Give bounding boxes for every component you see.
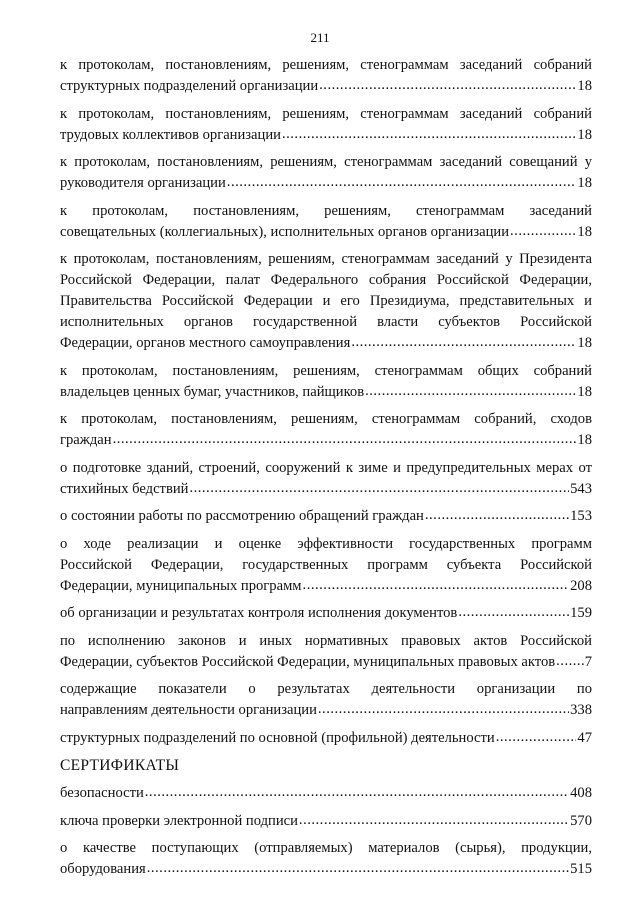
index-entry bbox=[60, 201, 592, 243]
entry-leader-line bbox=[60, 506, 592, 527]
entry-leader-line bbox=[60, 576, 592, 597]
entry-text: совещательных (коллегиальных), исполнительных органов организации bbox=[60, 223, 510, 240]
dot-leader bbox=[318, 699, 569, 714]
dot-leader bbox=[113, 429, 577, 444]
page-reference: 18 bbox=[577, 126, 592, 143]
entry-line: к протоколам, постановлениям, решениям, стенограммам заседаний собраний bbox=[60, 57, 592, 73]
dot-leader bbox=[365, 381, 576, 396]
dot-leader bbox=[496, 727, 577, 742]
page-reference: 18 bbox=[577, 383, 592, 400]
entry-text: Федерации, муниципальных программ bbox=[60, 577, 302, 594]
index-entry bbox=[60, 631, 592, 673]
entry-leader-line bbox=[60, 222, 592, 243]
entry-leader-line bbox=[60, 652, 592, 673]
entry-leader-line bbox=[60, 783, 592, 804]
index-entry bbox=[60, 603, 592, 624]
entry-leader-line bbox=[60, 603, 592, 624]
dot-leader bbox=[299, 810, 569, 825]
dot-leader bbox=[147, 858, 569, 873]
entry-line: к протоколам, постановлениям, решениям, стенограммам общих собраний bbox=[60, 362, 592, 379]
entry-text: владельцев ценных бумаг, участников, пайщиков bbox=[60, 383, 365, 400]
page-reference: 208 bbox=[570, 577, 592, 594]
entry-line: о качестве поступающих (отправляемых) материалов (сырья), продукции, bbox=[60, 840, 592, 856]
certificate-entries bbox=[60, 783, 592, 880]
entry-leader-line bbox=[60, 811, 592, 832]
entry-line: содержащие показатели о результатах деятельности организации по bbox=[60, 681, 592, 697]
entry-leader-line bbox=[60, 430, 592, 451]
entry-line: к протоколам, постановлениям, решениям, стенограммам заседаний bbox=[60, 202, 592, 219]
index-entry bbox=[60, 104, 592, 146]
index-entry bbox=[60, 506, 592, 527]
page-reference: 153 bbox=[570, 508, 592, 524]
entry-line: Правительства Российской Федерации и его Президиума, представительных и bbox=[60, 293, 592, 309]
dot-leader bbox=[319, 75, 576, 90]
page-reference: 570 bbox=[570, 812, 592, 829]
index-entry bbox=[60, 534, 592, 597]
page-reference: 159 bbox=[570, 605, 592, 621]
entry-text: руководителя организации bbox=[60, 175, 226, 191]
entry-text: структурных подразделений по основной (профильной) деятельности bbox=[60, 729, 495, 746]
index-entry bbox=[60, 458, 592, 500]
page-reference: 7 bbox=[584, 653, 592, 670]
index-entry bbox=[60, 728, 592, 749]
dot-leader bbox=[282, 124, 576, 139]
entry-line: к протоколам, постановлениям, решениям, стенограммам заседаний совещаний у bbox=[60, 154, 592, 170]
index-entry bbox=[60, 152, 592, 194]
index-entry bbox=[60, 679, 592, 721]
entry-text: стихийных бедствий bbox=[60, 480, 189, 497]
index-entry bbox=[60, 783, 592, 804]
page-reference: 18 bbox=[577, 223, 592, 240]
index-entry bbox=[60, 249, 592, 354]
page-reference: 18 bbox=[577, 432, 592, 448]
entry-leader-line bbox=[60, 700, 592, 721]
entry-leader-line bbox=[60, 382, 592, 403]
entry-line: о ходе реализации и оценке эффективности государственных программ bbox=[60, 535, 592, 552]
entry-text: Федерации, субъектов Российской Федерации, муниципальных правовых актов bbox=[60, 653, 556, 670]
index-content bbox=[60, 55, 592, 887]
entry-text: граждан bbox=[60, 432, 112, 448]
dot-leader bbox=[510, 221, 576, 236]
page-reference: 18 bbox=[577, 335, 592, 351]
entry-leader-line bbox=[60, 728, 592, 749]
entry-leader-line bbox=[60, 173, 592, 194]
index-entry bbox=[60, 361, 592, 403]
dot-leader bbox=[425, 505, 569, 520]
entry-text: безопасности bbox=[60, 785, 144, 801]
dot-leader bbox=[556, 651, 584, 666]
index-entries bbox=[60, 55, 592, 749]
entry-line: о подготовке зданий, строений, сооружений к зиме и предупредительных мерах от bbox=[60, 459, 592, 476]
entry-leader-line bbox=[60, 859, 592, 880]
index-entry bbox=[60, 811, 592, 832]
index-entry bbox=[60, 838, 592, 880]
page-reference: 18 bbox=[577, 78, 592, 94]
entry-line: Российской Федерации, палат Федерального собрания Российской Федерации, bbox=[60, 272, 592, 288]
dot-leader bbox=[458, 602, 569, 617]
dot-leader bbox=[145, 782, 569, 797]
entry-leader-line bbox=[60, 333, 592, 354]
page-reference: 18 bbox=[577, 175, 592, 191]
entry-text: трудовых коллективов организации bbox=[60, 126, 281, 143]
dot-leader bbox=[189, 478, 569, 493]
index-entry bbox=[60, 409, 592, 451]
page-number: 211 bbox=[310, 30, 330, 45]
entry-line: к протоколам, постановлениям, решениям, стенограммам заседаний собраний bbox=[60, 105, 592, 122]
entry-text: об организации и результатах контроля исполнения документов bbox=[60, 605, 458, 621]
page-reference: 515 bbox=[570, 861, 592, 877]
dot-leader bbox=[351, 332, 576, 347]
entry-line: к протоколам, постановлениям, решениям, стенограммам заседаний у Президента bbox=[60, 251, 592, 267]
index-entry bbox=[60, 55, 592, 97]
page-reference: 338 bbox=[570, 702, 592, 718]
entry-line: по исполнению законов и иных нормативных правовых актов Российской bbox=[60, 632, 592, 649]
entry-leader-line bbox=[60, 479, 592, 500]
entry-text: ключа проверки электронной подписи bbox=[60, 812, 298, 829]
entry-text: структурных подразделений организации bbox=[60, 78, 319, 94]
entry-text: направлениям деятельности организации bbox=[60, 702, 317, 718]
dot-leader bbox=[303, 575, 570, 590]
entry-leader-line bbox=[60, 125, 592, 146]
entry-text: о состоянии работы по рассмотрению обращений граждан bbox=[60, 508, 424, 524]
page-reference: 543 bbox=[570, 480, 592, 497]
entry-leader-line bbox=[60, 76, 592, 97]
entry-text: оборудования bbox=[60, 861, 146, 877]
section-heading: СЕРТИФИКАТЫ bbox=[60, 757, 180, 774]
dot-leader bbox=[227, 172, 577, 187]
entry-line: к протоколам, постановлениям, решениям, стенограммам собраний, сходов bbox=[60, 411, 592, 427]
page-reference: 47 bbox=[577, 729, 592, 746]
page-reference: 408 bbox=[570, 785, 592, 801]
entry-text: Федерации, органов местного самоуправления bbox=[60, 335, 351, 351]
entry-line: исполнительных органов государственной власти субъектов Российской bbox=[60, 314, 592, 330]
entry-line: Российской Федерации, государственных программ субъекта Российской bbox=[60, 556, 592, 573]
